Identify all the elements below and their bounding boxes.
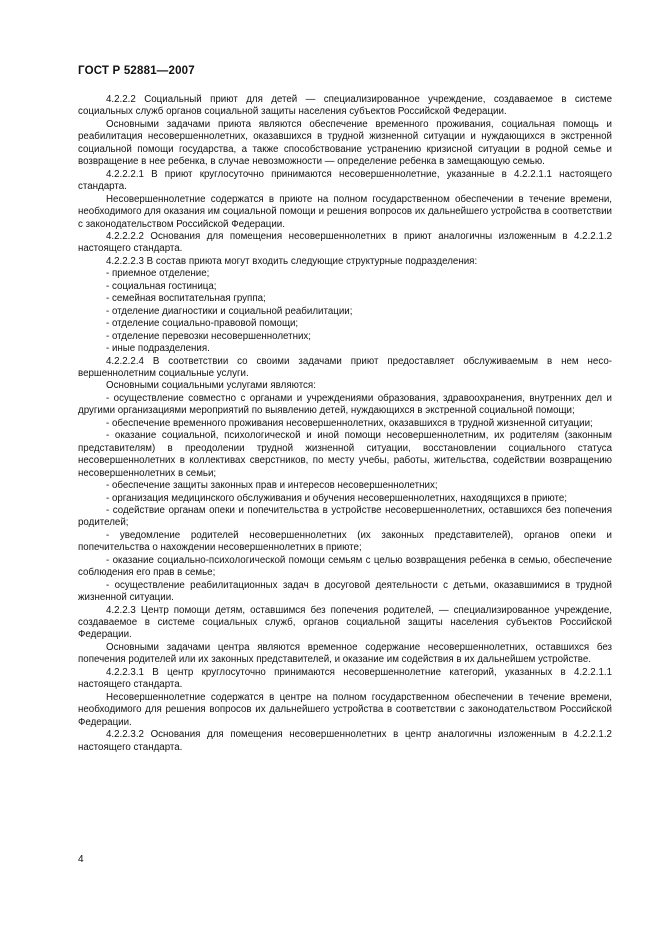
- paragraph: Несовершеннолетние содержатся в приюте на полном государственном обеспечении в течение времени, необходимого для оказания им социальной помощи и решения вопросов их дальнейшего устройства в соответствии с законодательством Российской Федерации.: [78, 193, 612, 230]
- paragraph: 4.2.2.2.3 В состав приюта могут входить следующие структурные подразделения:: [106, 255, 478, 267]
- paragraph: 4.2.2.2.1 В приют круглосуточно принимаются несовершеннолетние, указанные в 4.2.2.1.1 настоящего стандарта.: [78, 168, 612, 193]
- list-item: - обеспечение временного проживания несовершеннолетних, оказавшихся в трудной жизненной ситуации;: [106, 417, 593, 429]
- paragraph: Несовершеннолетние содержатся в центре на полном государственном обеспечении в течение времени, необходимого для решения вопросов их дальнейшего устройства в соответствии с законодательством Российской Федерации.: [78, 691, 612, 728]
- paragraph: 4.2.2.2.4 В соответствии со своими задачами приют предоставляет обслуживаемым в нем несовершеннолетним социальные услуги.: [78, 355, 612, 379]
- standard-code-header: ГОСТ Р 52881—2007: [78, 65, 195, 77]
- list-item: - иные подразделения.: [106, 343, 210, 355]
- document-body: [78, 94, 612, 754]
- list-item: - приемное отделение;: [106, 268, 210, 280]
- list-item: - отделение перевозки несовершеннолетних;: [106, 330, 312, 342]
- paragraph: Основными задачами центра являются временное содержание несовершеннолетних, оставшихся без попечения родителей или их законных представителей, и оказание им содействия в их дальнейшем устройстве.: [78, 641, 612, 666]
- page-number: 4: [78, 854, 84, 865]
- paragraph: Основными социальными услугами являются:: [106, 380, 316, 392]
- paragraph: Основными задачами приюта являются обеспечение временного проживания, социальная помощь и реабилитация несовершеннолетних, оказавшихся в трудной жизненной ситуации и нуждающихся в экстренной социальной помощи государства, а также способствование устранению кризисной ситуации в родной семье и возвращение в нее ребенка, в случае невозможности — определение ребенка в замещающую семью.: [78, 118, 612, 168]
- paragraph: 4.2.2.3.2 Основания для помещения несовершеннолетних в центр аналогичны изложенным в 4.2.2.1.2 настоящего стандарта.: [78, 729, 612, 753]
- list-item: - семейная воспитательная группа;: [106, 293, 266, 305]
- paragraph: 4.2.2.2.2 Основания для помещения несовершеннолетних в приют аналогичны изложенным в 4.2.2.1.2 настоящего стандарта.: [78, 230, 612, 255]
- list-item: - отделение социально-правовой помощи;: [106, 318, 299, 330]
- list-item: - обеспечение защиты законных прав и интересов несовершеннолетних;: [106, 480, 438, 492]
- list-item: - отделение диагностики и социальной реабилитации;: [106, 305, 353, 317]
- paragraph: 4.2.2.3 Центр помощи детям, оставшимся без попечения родителей, — специализированное учреждение, создаваемое в системе социальных служб, органов социальной защиты населения субъектов Российской Федерации.: [78, 604, 612, 641]
- list-item: - оказание социально-психологической помощи семьям с целью возвращения ребенка в семью, обеспечение соблюдения его прав в семье;: [78, 554, 612, 579]
- list-item: - содействие органам опеки и попечительства в устройстве несовершеннолетних, оставшихся без попечения родителей;: [78, 504, 612, 529]
- paragraph: 4.2.2.3.1 В центр круглосуточно принимаются несовершеннолетние категорий, указанных в 4.2.2.1.1 настоящего стандарта.: [78, 666, 612, 691]
- list-item: - осуществление реабилитационных задач в досуговой деятельности с детьми, оказавшимися в трудной жизненной ситуации.: [78, 579, 612, 604]
- list-item: - организация медицинского обслуживания и обучения несовершеннолетних, находящихся в приюте;: [106, 492, 567, 504]
- list-item: - осуществление совместно с органами и учреждениями образования, здравоохранения, внутренних дел и другими организациями мероприятий по выявлению детей, нуждающихся в экстренной социальной помощи;: [78, 392, 612, 417]
- paragraph: 4.2.2.2 Социальный приют для детей — специализированное учреждение, создаваемое в системе социальных служб органов социальной защиты населения субъектов Российской Федерации.: [78, 94, 612, 118]
- list-item: - оказание социальной, психологической и иной помощи несовершеннолетним, их родителям (законным представителям) в преодолении трудной жизненной ситуации, восстановлении социального статуса несовершеннолетних в коллективах сверстников, по месту учебы, работы, жительства, содействии возвращению несовершеннолетних в семьи;: [78, 430, 612, 479]
- list-item: - уведомление родителей несовершеннолетних (их законных представителей), органов опеки и попечительства о нахождении несовершеннолетних в приюте;: [78, 529, 612, 554]
- list-item: - социальная гостиница;: [106, 280, 217, 292]
